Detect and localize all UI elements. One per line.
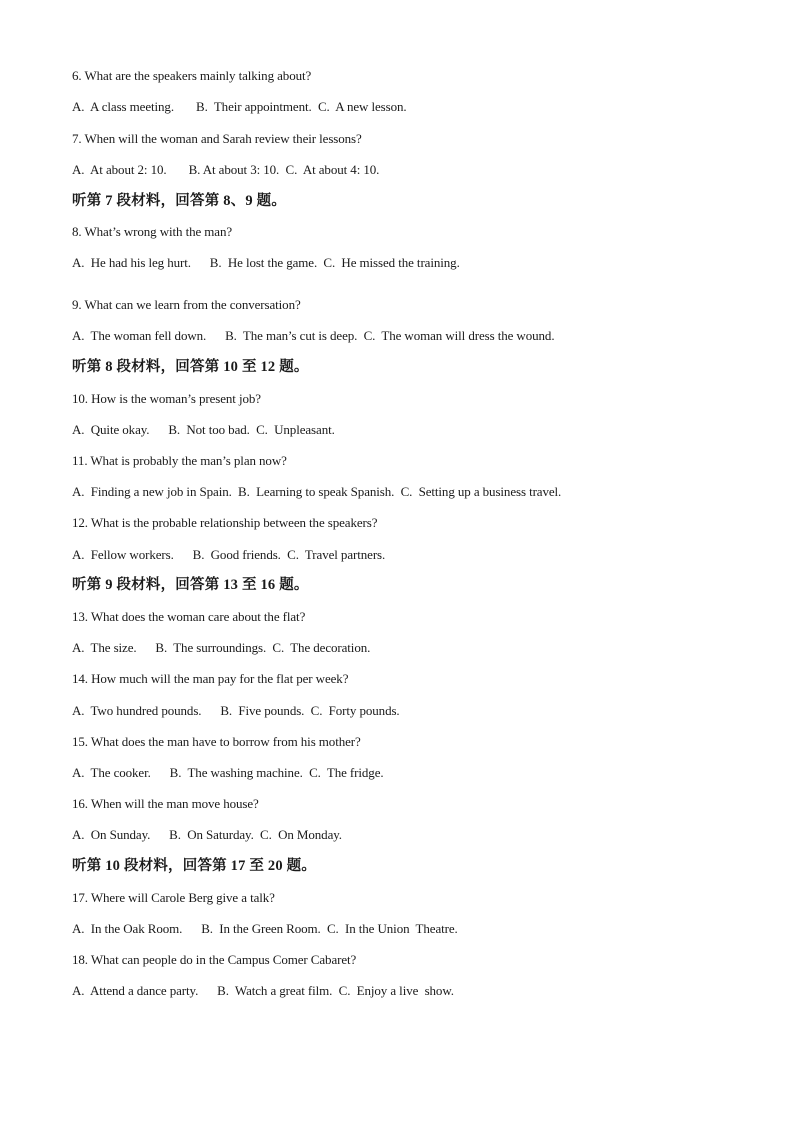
- question-16: 16. When will the man move house?: [72, 796, 259, 811]
- question-10: 10. How is the woman’s present job?: [72, 391, 261, 406]
- question-14-options: A. Two hundred pounds. B. Five pounds. C. Forty pounds.: [72, 703, 400, 718]
- question-9: 9. What can we learn from the conversation?: [72, 297, 301, 312]
- question-18: 18. What can people do in the Campus Comer Cabaret?: [72, 952, 357, 967]
- question-6: 6. What are the speakers mainly talking about?: [72, 68, 312, 83]
- question-15-options: A. The cooker. B. The washing machine. C. The fridge.: [72, 765, 384, 780]
- section-heading-9: 听第 9 段材料，回答第 13 至 16 题。: [72, 577, 309, 593]
- question-15: 15. What does the man have to borrow from his mother?: [72, 734, 361, 749]
- question-12-options: A. Fellow workers. B. Good friends. C. Travel partners.: [72, 547, 386, 562]
- question-6-options: A. A class meeting. B. Their appointment. C. A new lesson.: [72, 99, 407, 114]
- question-16-options: A. On Sunday. B. On Saturday. C. On Monday.: [72, 827, 342, 842]
- question-9-options: A. The woman fell down. B. The man’s cut is deep. C. The woman will dress the wound.: [72, 328, 555, 343]
- question-7-options: A. At about 2: 10. B. At about 3: 10. C. At about 4: 10.: [72, 162, 380, 177]
- question-8-options: A. He had his leg hurt. B. He lost the game. C. He missed the training.: [72, 255, 460, 270]
- question-8: 8. What’s wrong with the man?: [72, 224, 233, 239]
- question-7: 7. When will the woman and Sarah review their lessons?: [72, 131, 362, 146]
- question-18-options: A. Attend a dance party. B. Watch a great film. C. Enjoy a live show.: [72, 983, 454, 998]
- section-heading-7: 听第 7 段材料，回答第 8、9 题。: [72, 193, 287, 209]
- question-13-options: A. The size. B. The surroundings. C. The decoration.: [72, 640, 371, 655]
- question-12: 12. What is the probable relationship between the speakers?: [72, 515, 378, 530]
- question-11-options: A. Finding a new job in Spain. B. Learning to speak Spanish. C. Setting up a business travel.: [72, 484, 562, 499]
- section-heading-10: 听第 10 段材料，回答第 17 至 20 题。: [72, 858, 317, 874]
- question-13: 13. What does the woman care about the flat?: [72, 609, 306, 624]
- section-heading-8: 听第 8 段材料，回答第 10 至 12 题。: [72, 359, 309, 375]
- question-10-options: A. Quite okay. B. Not too bad. C. Unpleasant.: [72, 422, 335, 437]
- question-17: 17. Where will Carole Berg give a talk?: [72, 890, 275, 905]
- question-11: 11. What is probably the man’s plan now?: [72, 453, 287, 468]
- question-14: 14. How much will the man pay for the flat per week?: [72, 671, 349, 686]
- question-17-options: A. In the Oak Room. B. In the Green Room. C. In the Union Theatre.: [72, 921, 458, 936]
